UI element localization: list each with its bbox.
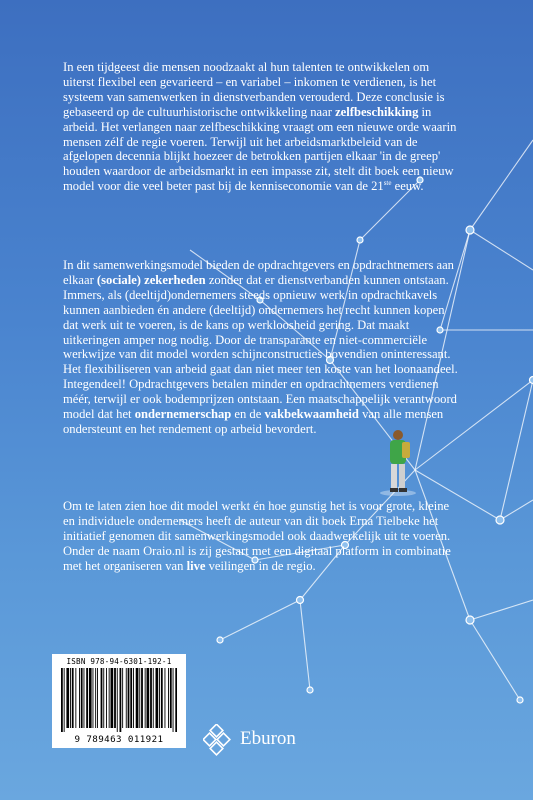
barcode-bar	[79, 668, 80, 728]
barcode-bar	[120, 668, 122, 732]
barcode-bar	[161, 668, 163, 728]
barcode-bar	[136, 668, 139, 728]
para2-bold-zekerheden: (sociale) zekerheden	[96, 272, 206, 287]
barcode-bar	[64, 668, 65, 732]
barcode-bar	[133, 668, 134, 728]
person-figure-illustration	[380, 430, 416, 496]
barcode-bar	[72, 668, 74, 728]
barcode-bar	[165, 668, 166, 728]
intro-paragraph	[63, 60, 463, 194]
barcode-bar	[153, 668, 154, 728]
publisher-block	[203, 720, 323, 760]
para1-bold-zelfbeschikking: zelfbeschikking	[335, 104, 419, 119]
barcode-graphic	[61, 668, 177, 732]
barcode-bar	[145, 668, 146, 728]
barcode-bar	[95, 668, 96, 728]
para2-bold-vakbekwaamheid: vakbekwaamheid	[264, 407, 359, 422]
barcode-bar	[147, 668, 150, 728]
publisher-name: Eburon	[240, 728, 296, 749]
barcode-bar	[61, 668, 63, 732]
barcode-bar	[159, 668, 160, 728]
para2-text-1: In dit samenwerkingsmodel bieden de opdrachtgevers en opdrachtnemers aan elkaar	[63, 258, 454, 287]
barcode-bar	[173, 668, 174, 732]
barcode-bar	[141, 668, 143, 728]
barcode-bar	[106, 668, 107, 728]
barcode-bar	[128, 668, 130, 728]
para1-text-3: eeuw.	[391, 179, 424, 194]
barcode-box	[52, 654, 186, 748]
barcode-bar	[109, 668, 110, 728]
barcode-bar	[111, 668, 114, 728]
para3-bold-live: live	[186, 558, 206, 573]
barcode-bar	[103, 668, 104, 728]
para1-superscript: ste	[383, 179, 392, 188]
barcode-bar	[168, 668, 169, 728]
para3-text-2: veilingen in de regio.	[205, 558, 316, 573]
author-paragraph	[63, 499, 463, 574]
barcode-bar	[81, 668, 83, 728]
barcode-bar	[175, 668, 177, 732]
para1-text-1: In een tijdgeest die mensen noodzaakt al hun talenten te ontwikkelen om uiterst flexibel een gevarieerd – en variabel – inkomen te verdienen, is het systeem van samenwerken in dienstverbanden verouderd. Deze conclusie is gebaseerd op de cultuurhistorische ontwikkeling naar	[63, 60, 445, 119]
barcode-bar	[170, 668, 172, 728]
barcode-bar	[89, 668, 92, 728]
barcode-bar	[126, 668, 127, 728]
barcode-bar	[66, 668, 69, 728]
barcode-bar	[84, 668, 85, 728]
barcode-bar	[97, 668, 98, 728]
barcode-bar	[93, 668, 94, 728]
barcode-bar	[70, 668, 71, 728]
barcode-bar	[101, 668, 103, 728]
barcode-bar	[86, 668, 88, 728]
barcode-bar	[139, 668, 140, 728]
barcode-bar	[122, 668, 123, 728]
barcode-bar	[117, 668, 118, 732]
isbn-label: ISBN 978-94-6301-192-1	[66, 657, 172, 666]
barcode-bar	[156, 668, 159, 728]
para2-bold-ondernemerschap: ondernemerschap	[134, 407, 232, 422]
para2-text-3: en de	[231, 407, 265, 422]
barcode-bar	[130, 668, 132, 728]
model-paragraph	[63, 258, 463, 437]
para1-text-2: in arbeid. Het verlangen naar zelfbeschikking vraagt om een nieuwe orde waarin mensen zélf de regie voeren. Terwijl uit het arbeidsmarktbeleid van de afgelopen decennia blijkt hoezeer de betrokken partijen elkaar 'in de greep' houden waardoor de arbeidsmarkt in een impasse zit, stelt dit boek een nieuw model voor die veel beter past bij de kenniseconomie van de 21	[63, 104, 457, 194]
barcode-bar	[75, 668, 76, 728]
barcode-bar	[150, 668, 152, 728]
barcode-digits: 9 789463 011921	[74, 734, 164, 745]
para3-text-1: Om te laten zien hoe dit model werkt én hoe gunstig het is voor grote, kleine en individuele ondernemers heeft de auteur van dit boek Erna Tielbeke het initiatief genomen dit samenwerkingsmodel ook daadwerkelijk uit te voeren. Onder de naam Oraio.nl is zij gestart met een digitaal platform in combinatie met het organiseren van	[63, 499, 451, 573]
barcode-bar	[114, 668, 116, 728]
para2-text-4: van alle mensen ondersteunt en het rendement op arbeid bevordert.	[63, 407, 444, 436]
eburon-logo-icon	[203, 724, 235, 756]
para2-text-2: zonder dat er dienstverbanden kunnen ontstaan. Immers, als (deeltijd)ondernemers steeds opnieuw werk in opdrachtkavels kunnen aanbieden én andere (deeltijd) ondernemers het recht kunnen kopen dat werk uit te voeren, is de kans op werkloosheid gering. Dat maakt uitkeringen amper nog nodig. Door de transparante en niet-commerciële werkwijze van dit model worden schijnconstructies bovendien oninteressant. Het flexibiliseren van arbeid gaat dan niet meer ten koste van het loonaandeel. Integendeel! Opdrachtgevers betalen minder en opdrachtnemers verdienen méér, terwijl er ook bodemprijzen ontstaan. Een maatschappelijk verantwoord model dat het	[63, 272, 458, 422]
